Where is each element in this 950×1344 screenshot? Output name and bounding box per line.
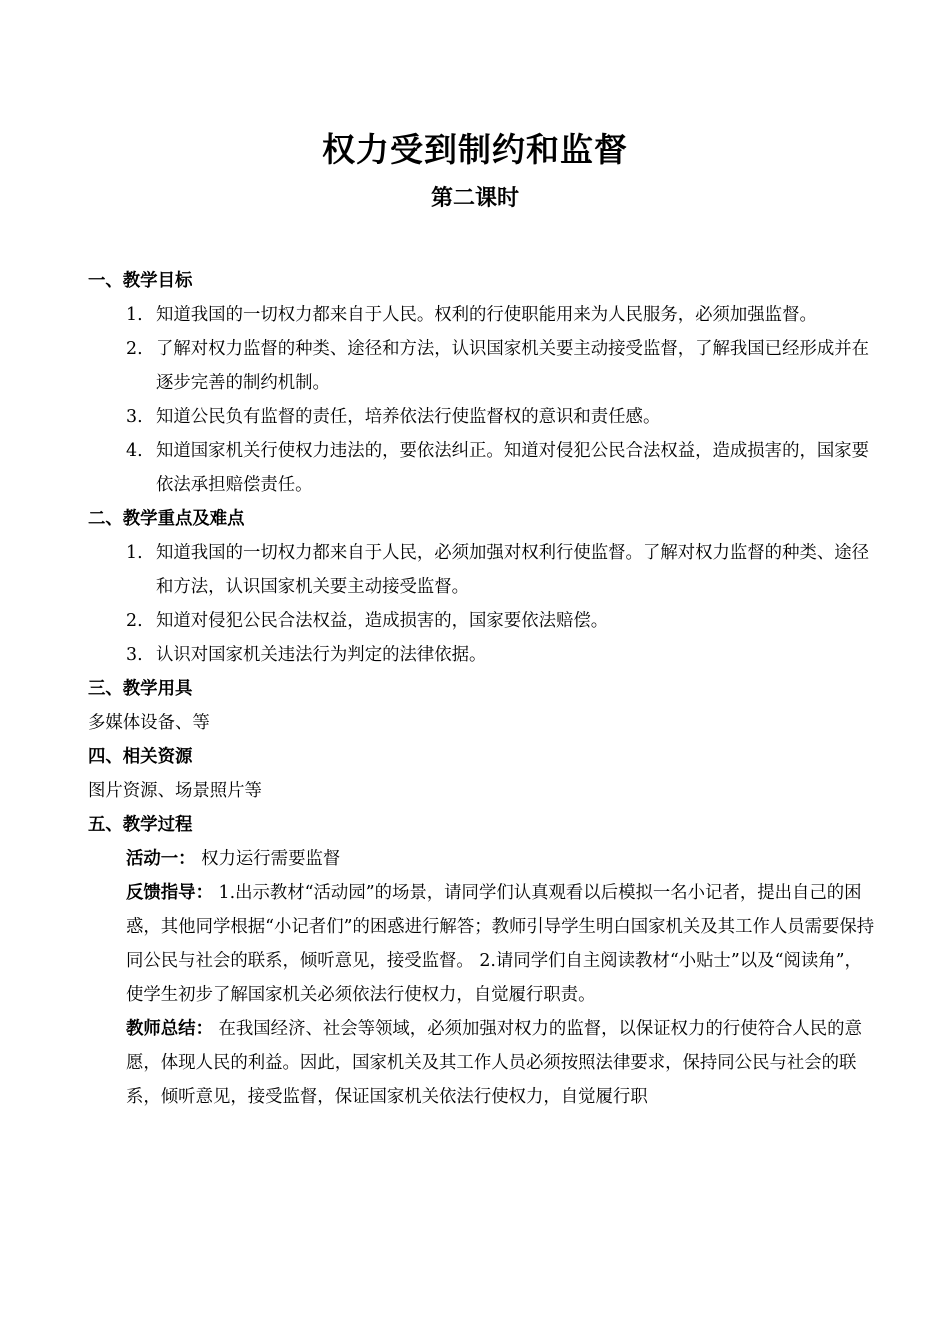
document-subtitle: 第二课时	[430, 186, 519, 211]
summary-paragraph	[88, 1012, 878, 1114]
section-heading-resources: 四、相关资源	[88, 747, 193, 767]
activity-paragraph	[88, 842, 878, 876]
tools-text: 多媒体设备、等	[88, 713, 210, 733]
feedback-paragraph	[88, 876, 878, 1012]
resources-text: 图片资源、场景照片等	[88, 781, 262, 801]
section-heading-tools: 三、教学用具	[88, 679, 193, 699]
list-item: 2. 了解对权力监督的种类、途径和方法，认识国家机关要主动接受监督，了解我国已经形成并在逐步完善的制约机制。	[126, 339, 870, 393]
list-item: 1. 知道我国的一切权力都来自于人民。权利的行使职能用来为人民服务，必须加强监督。	[126, 305, 817, 325]
section-heading-process: 五、教学过程	[88, 815, 193, 835]
feedback-label: 反馈指导：	[126, 883, 213, 903]
list-item: 3. 认识对国家机关违法行为判定的法律依据。	[126, 645, 487, 665]
list-item: 1. 知道我国的一切权力都来自于人民，必须加强对权利行使监督。了解对权力监督的种类、途径和方法，认识国家机关要主动接受监督。	[126, 543, 870, 597]
feedback-text: 1.出示教材“活动园”的场景，请同学们认真观看以后模拟一名小记者，提出自己的困惑，其他同学根据“小记者们”的困惑进行解答；教师引导学生明白国家机关及其工作人员需要保持同公民与社会的联系，倾听意见，接受监督。 2.请同学们自主阅读教材“小贴士”以及“阅读角”，使学生初步了解国家机关必须依法行使权力，自觉履行职责。	[126, 883, 875, 1005]
section-heading-key-points: 二、教学重点及难点	[88, 509, 245, 529]
summary-label: 教师总结：	[126, 1019, 213, 1039]
activity-text: 权力运行需要监督	[201, 849, 341, 869]
list-item: 3. 知道公民负有监督的责任，培养依法行使监督权的意识和责任感。	[126, 407, 661, 427]
summary-text: 在我国经济、社会等领域，必须加强对权力的监督，以保证权力的行使符合人民的意愿，体现人民的利益。因此，国家机关及其工作人员必须按照法律要求，保持同公民与社会的联系，倾听意见，接受监督，保证国家机关依法行使权力，自觉履行职	[126, 1019, 862, 1107]
activity-label: 活动一：	[126, 849, 196, 869]
list-item: 4. 知道国家机关行使权力违法的，要依法纠正。知道对侵犯公民合法权益，造成损害的，国家要依法承担赔偿责任。	[126, 441, 870, 495]
document-body	[88, 264, 878, 1114]
list-item: 2. 知道对侵犯公民合法权益，造成损害的，国家要依法赔偿。	[126, 611, 609, 631]
section-heading-objectives: 一、教学目标	[88, 271, 193, 291]
document-title: 权力受到制约和监督	[322, 130, 628, 169]
